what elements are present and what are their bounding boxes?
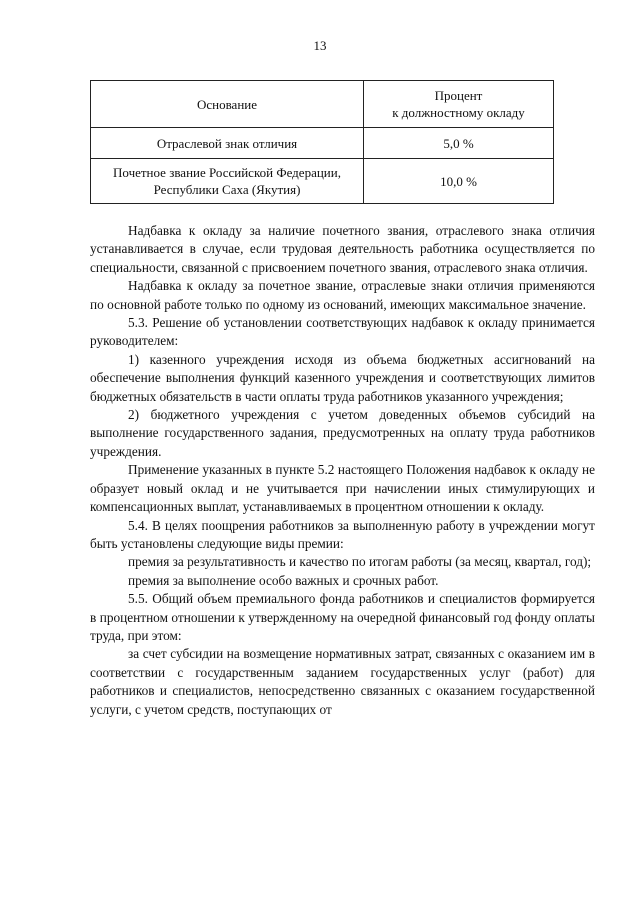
paragraph: Надбавка к окладу за наличие почетного звания, отраслевого знака отличия устанавливается в случае, если трудовая деятельность работника осуществляется по специальности, связанной с присвоением почетного звания, отраслевого знака отличия.: [90, 223, 595, 275]
body-text: [90, 222, 595, 719]
paragraph: 5.3. Решение об установлении соответствующих надбавок к окладу принимается руководителем:: [90, 315, 595, 349]
header-percent: [364, 81, 554, 128]
row-basis-line2: Республики Саха (Якутия): [153, 182, 301, 197]
paragraph: Применение указанных в пункте 5.2 настоящего Положения надбавок к окладу не образует новый оклад и не учитывается при начислении иных стимулирующих и компенсационных выплат, устанавливаемых в процентном отношении к окладу.: [90, 462, 595, 515]
row-percent: 10,0 %: [364, 159, 554, 204]
allowance-table: [90, 80, 554, 204]
header-percent-line2: к должностному окладу: [392, 105, 525, 120]
paragraph: премия за выполнение особо важных и срочных работ.: [128, 572, 439, 588]
row-basis-line1: Отраслевой знак отличия: [156, 135, 298, 151]
page-number: 13: [313, 38, 327, 53]
table-header-row: [91, 81, 554, 128]
row-basis: [91, 159, 364, 204]
row-basis: [91, 128, 364, 159]
header-percent-line1: Процент: [434, 88, 483, 103]
header-basis: Основание: [91, 81, 364, 128]
paragraph: премия за результативность и качество по итогам работы (за месяц, квартал, год);: [128, 554, 592, 570]
row-basis-line1: Почетное звание Российской Федерации,: [113, 165, 341, 180]
paragraph: за счет субсидии на возмещение нормативных затрат, связанных с оказанием им в соответствии с государственным заданием государственных услуг (работ) для работников и специалистов, непосредственно связанных с оказанием государственной услуги, с учетом средств, поступающих от: [90, 646, 595, 717]
paragraph: 5.4. В целях поощрения работников за выполненную работу в учреждении могут быть установлены следующие виды премии:: [90, 517, 595, 551]
paragraph: Надбавка к окладу за почетное звание, отраслевые знаки отличия применяются по основной работе только по одному из оснований, имеющих максимальное значение.: [90, 278, 595, 312]
table-row: [91, 159, 554, 204]
paragraph: 5.5. Общий объем премиального фонда работников и специалистов формируется в процентном отношении к утвержденному на очередной финансовый год фонду оплаты труда, при этом:: [90, 591, 595, 643]
paragraph: 1) казенного учреждения исходя из объема бюджетных ассигнований на обеспечение выполнения функций казенного учреждения и соответствующих лимитов бюджетных обязательств в части оплаты труда работников указанного учреждения;: [90, 351, 595, 404]
row-percent: 5,0 %: [364, 128, 554, 159]
table-row: [91, 128, 554, 159]
paragraph: 2) бюджетного учреждения с учетом доведенных объемов субсидий на выполнение государственного задания, предусмотренных на оплату труда работников учреждения.: [90, 407, 595, 459]
